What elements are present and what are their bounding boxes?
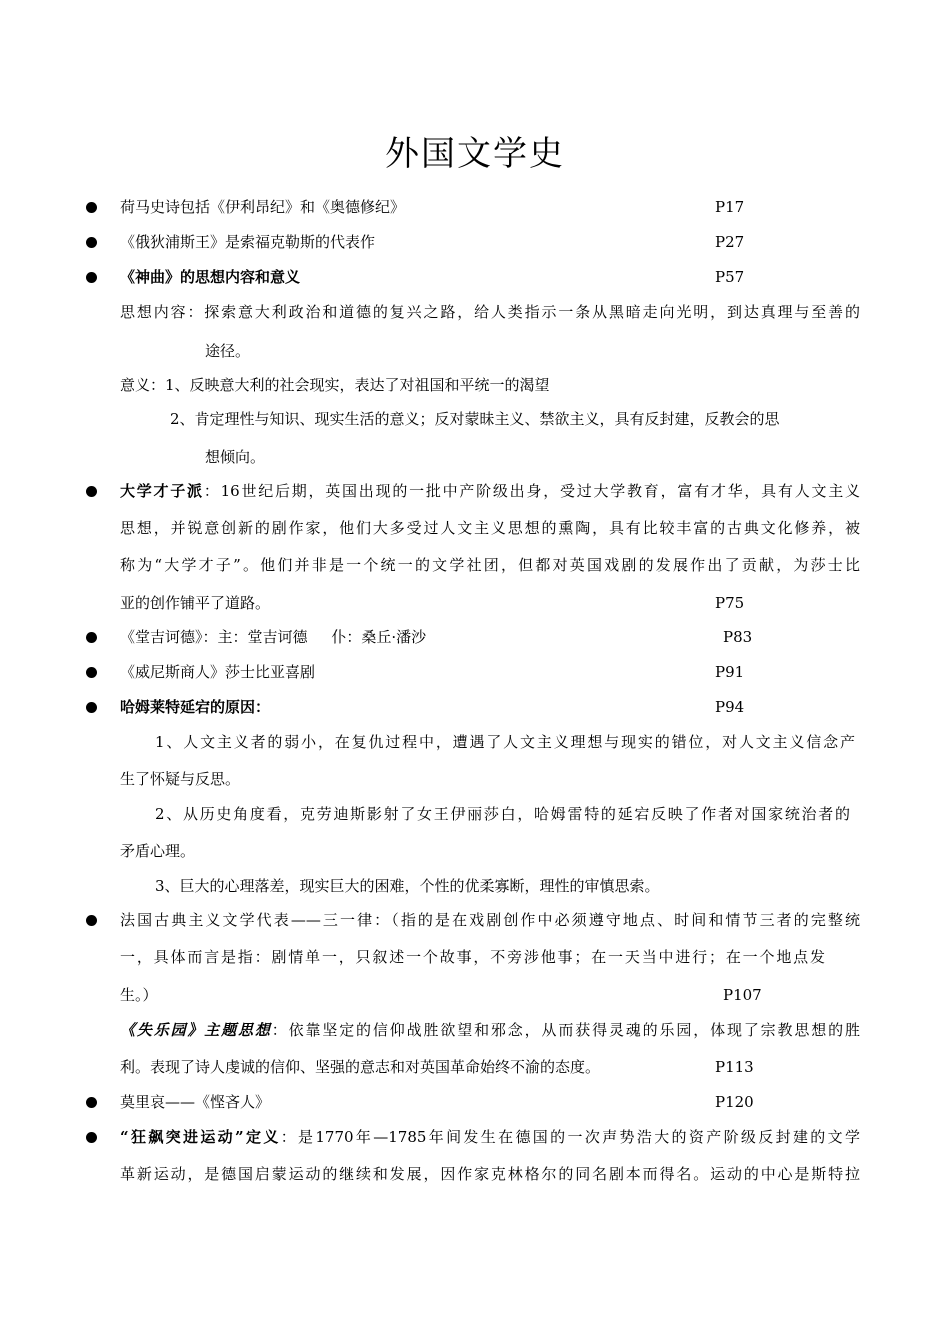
bullet-icon — [86, 632, 97, 643]
page-ref: P94 — [715, 698, 745, 716]
bullet-icon — [86, 1097, 97, 1108]
page-title: 外国文学史 — [385, 134, 565, 174]
wits-line: 亚的创作铺平了道路。 — [120, 594, 271, 612]
item-homer: 荷马史诗包括《伊利昂纪》和《奥德修纪》 — [120, 198, 406, 216]
wits-line: 称为“大学才子”。他们并非是一个统一的文学社团，但都对英国戏剧的发展作出了贡献，为莎士比 — [120, 556, 860, 574]
page-ref: P17 — [715, 198, 745, 216]
classicism-line: 一，具体而言是指：剧情单一，只叙述一个故事，不旁涉他事；在一天当中进行；在一个地点发 — [120, 948, 825, 966]
page-ref: P120 — [715, 1093, 754, 1111]
bullet-icon — [86, 915, 97, 926]
classicism-line: 生。） — [120, 986, 158, 1004]
wits-line: 思想，并锐意创新的剧作家，他们大多受过人文主义思想的熏陶，具有比较丰富的古典文化修养，被 — [120, 519, 860, 537]
divine-meaning-line: 意义：1、反映意大利的社会现实，表达了对祖国和平统一的渴望 — [120, 376, 550, 394]
sturm-line — [120, 1126, 860, 1148]
item-venice: 《威尼斯商人》莎士比亚喜剧 — [120, 663, 316, 681]
page-ref: P113 — [715, 1058, 754, 1076]
bullet-icon — [86, 1132, 97, 1143]
sturm-term: “狂飙突进运动”定义 — [120, 1128, 281, 1146]
paradise-line — [120, 1019, 860, 1041]
page-ref: P57 — [715, 268, 745, 286]
item-moliere: 莫里哀——《悭吝人》 — [120, 1093, 271, 1111]
sturm-line: 革新运动，是德国启蒙运动的继续和发展，因作家克林格尔的同名剧本而得名。运动的中心是斯特拉 — [120, 1165, 860, 1183]
wits-term: 大学才子派 — [120, 482, 204, 500]
page-ref: P27 — [715, 233, 745, 251]
bullet-icon — [86, 202, 97, 213]
sturm-text: ：是1770年—1785年间发生在德国的一次声势浩大的资产阶级反封建的文学 — [280, 1128, 860, 1146]
wits-text: ：16世纪后期，英国出现的一批中产阶级出身，受过大学教育，富有才华，具有人文主义 — [203, 482, 860, 500]
wits-line — [120, 480, 860, 502]
paradise-line: 利。表现了诗人虔诚的信仰、坚强的意志和对英国革命始终不渝的态度。 — [120, 1058, 601, 1076]
page-ref: P75 — [715, 594, 745, 612]
item-oedipus: 《俄狄浦斯王》是索福克勒斯的代表作 — [120, 233, 376, 251]
bullet-icon — [86, 272, 97, 283]
bullet-icon — [86, 237, 97, 248]
classicism-line: 法国古典主义文学代表——三一律：（指的是在戏剧创作中必须遵守地点、时间和情节三者的完整统 — [120, 911, 860, 929]
divine-meaning-line: 2、肯定理性与知识、现实生活的意义；反对蒙昧主义、禁欲主义，具有反封建，反教会的思 — [170, 410, 780, 428]
page-ref: P83 — [723, 628, 753, 646]
hamlet-reason-line: 矛盾心理。 — [120, 842, 196, 860]
page-ref: P91 — [715, 663, 745, 681]
divine-content-line: 思想内容：探索意大利政治和道德的复兴之路，给人类指示一条从黑暗走向光明，到达真理与至善的 — [120, 303, 860, 321]
item-divine-heading: 《神曲》的思想内容和意义 — [120, 268, 301, 286]
item-hamlet-heading: 哈姆莱特延宕的原因： — [120, 698, 271, 716]
hamlet-reason-line: 2、从历史角度看，克劳迪斯影射了女王伊丽莎白，哈姆雷特的延宕反映了作者对国家统治者的 — [155, 805, 850, 823]
bullet-icon — [86, 486, 97, 497]
hamlet-reason-line: 1、人文主义者的弱小，在复仇过程中，遭遇了人文主义理想与现实的错位，对人文主义信念产 — [155, 733, 855, 751]
divine-meaning-line: 想倾向。 — [205, 448, 266, 466]
paradise-term: 《失乐园》主题思想 — [120, 1021, 272, 1039]
bullet-icon — [86, 667, 97, 678]
bullet-icon — [86, 702, 97, 713]
hamlet-reason-line: 生了怀疑与反思。 — [120, 770, 241, 788]
item-quixote: 《堂吉诃德》：主：堂吉诃德 仆：桑丘·潘沙 — [120, 628, 427, 646]
hamlet-reason-line: 3、巨大的心理落差，现实巨大的困难，个性的优柔寡断，理性的审慎思索。 — [155, 877, 660, 895]
divine-content-line: 途径。 — [205, 342, 251, 360]
paradise-text: ：依靠坚定的信仰战胜欲望和邪念，从而获得灵魂的乐园，体现了宗教思想的胜 — [271, 1021, 860, 1039]
page-ref: P107 — [723, 986, 762, 1004]
